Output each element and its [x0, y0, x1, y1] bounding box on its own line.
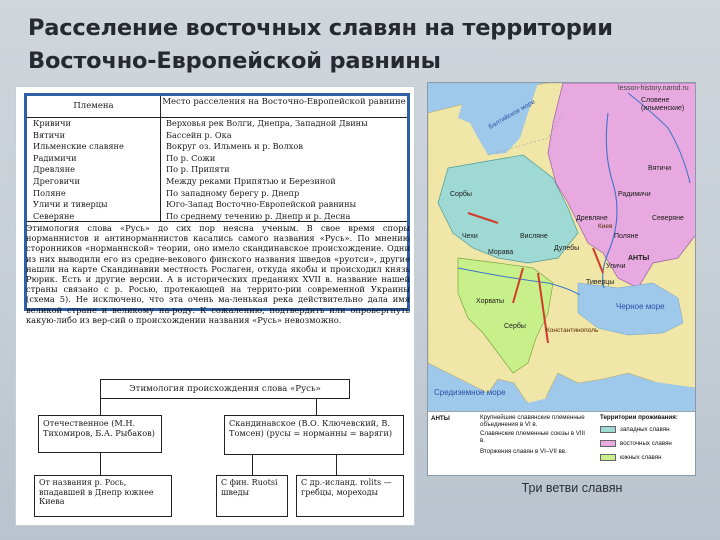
- table-row: [27, 199, 407, 211]
- map-label-vislyane: Висляне: [520, 233, 548, 240]
- map-label-sorby: Сорбы: [450, 191, 472, 198]
- header-tribes: Племена: [27, 96, 161, 117]
- scheme-connector: [100, 453, 101, 475]
- map-label-baltic: Балтийское море: [487, 98, 537, 131]
- slide-title: Расселение восточных славян на территории Восточно-Европейской равнины: [28, 15, 613, 74]
- map-label-chekhi: Чехи: [462, 233, 478, 240]
- map-label-dulebi: Дулебы: [554, 245, 580, 252]
- scheme-finnish: С фин. Ruotsi шведы: [216, 475, 288, 517]
- map-label-khorvaty: Хорваты: [476, 298, 504, 305]
- settlement-cell: Бассейн р. Ока: [166, 129, 232, 140]
- scheme-connector: [252, 455, 253, 475]
- map-label-kiev: Киев: [598, 223, 613, 230]
- table-row: [27, 118, 407, 130]
- table-body: [27, 118, 407, 222]
- textbook-scan: [15, 86, 415, 526]
- scheme-title: Этимология происхождения слова «Русь»: [100, 379, 350, 399]
- map-label-ulichi: Уличи: [606, 263, 626, 270]
- settlement-cell: По западному берегу р. Днепр: [166, 187, 300, 198]
- map-label-slovene: Словене (ильменские): [641, 97, 685, 112]
- table-row: [27, 211, 407, 223]
- legend-territory-title: Территории проживания:: [600, 414, 678, 421]
- settlement-cell: По среднему течению р. Днепр и р. Десна: [166, 210, 351, 221]
- map-label-black-sea: Черное море: [616, 302, 665, 311]
- tribe-cell: Радимичи: [27, 153, 161, 165]
- legend-west-slavs: западных славян: [620, 426, 670, 433]
- map-label-constantinople: Константинополь: [546, 327, 599, 334]
- tribe-cell: Древляне: [27, 164, 161, 176]
- settlement-cell: По р. Припяти: [166, 164, 230, 175]
- legend-item-invasions: Вторжения славян в VI–VII вв.: [480, 448, 567, 455]
- slavs-map: [427, 82, 696, 476]
- map-label-antae: АНТЫ: [628, 255, 650, 262]
- tribe-cell: Дреговичи: [27, 176, 161, 188]
- scheme-old-icelandic: С др.-исланд. rolits — гребцы, мореходы: [296, 475, 404, 517]
- scheme-scandinavian: Скандинавское (В.О. Ключевский, В. Томсен) (русы = норманны = варяги): [224, 415, 404, 455]
- table-row: [27, 153, 407, 165]
- map-label-polyane: Поляне: [614, 233, 639, 240]
- legend-antae: АНТЫ: [431, 415, 450, 422]
- legend-swatch-east: [600, 440, 616, 447]
- legend-swatch-south: [600, 454, 616, 461]
- scheme-connector: [336, 455, 337, 475]
- map-label-serby: Сербы: [504, 323, 526, 330]
- legend-swatch-west: [600, 426, 616, 433]
- tribe-cell: Вятичи: [27, 130, 161, 142]
- map-caption: Три ветви славян: [521, 481, 623, 495]
- tribe-cell: Ильменские славяне: [27, 141, 161, 153]
- table-row: [27, 188, 407, 200]
- map-legend: [428, 411, 696, 475]
- table-row: [27, 141, 407, 153]
- scheme-domestic: Отечественное (М.Н. Тихомиров, Б.А. Рыбаков): [38, 415, 162, 453]
- etymology-paragraph: Этимология слова «Русь» до сих пор неясна ученым. В свое время споры норманнистов и антинорманнистов касались самого названия «Русь». По мнению сторонников «норманнской» теории, оно имело скандинавское происхождение. Одни из них выводили его из средне-векового финского названия шведов «руотси», другие нашли на карте Скандинавии местность Рослаген, откуда якобы и происходил князь Рюрик. Есть и другие версии. А в исторических преданиях XVII в. название нашей страны связано с р. Росью, протекающей на террито-рии современной Украины (схема 5). Не исключено, что эта очень ма-ленькая река действительно дала имя великой стране и великому на-роду. К сожалению, подтвердить или опровергнуть какую-либо из вер-сий о происхождении названия «Русь» невозможно.: [26, 223, 410, 325]
- table-header: [27, 96, 407, 118]
- settlement-cell: Между реками Припятью и Березиной: [166, 175, 336, 186]
- map-label-severyane: Северяне: [652, 215, 684, 222]
- table-row: [27, 164, 407, 176]
- settlement-cell: Верховья рек Волги, Днепра, Западной Двины: [166, 118, 368, 128]
- map-label-mediterranean: Средиземное море: [434, 388, 506, 397]
- map-label-vyatichi: Вятичи: [648, 165, 672, 172]
- header-settlement: Место расселения на Восточно-Европейской равнине: [162, 97, 406, 107]
- tribe-cell: Северяне: [27, 211, 161, 222]
- map-label-radimichi: Радимичи: [618, 191, 651, 198]
- map-label-morava: Морава: [488, 249, 514, 256]
- tribe-cell: Поляне: [27, 188, 161, 200]
- legend-east-slavs: восточных славян: [620, 440, 672, 447]
- legend-item-unions-viii: Славянские племенные союзы в VIII в.: [480, 430, 586, 444]
- map-label-drevlyane: Древляне: [576, 215, 608, 222]
- table-row: [27, 176, 407, 188]
- tribe-cell: Кривичи: [27, 118, 161, 130]
- tribe-cell: Уличи и тиверцы: [27, 199, 161, 211]
- legend-item-unions-vi: Крупнейшие славянские племенные объединения в VI в.: [480, 414, 585, 428]
- scheme-connector: [100, 399, 101, 415]
- settlement-cell: Вокруг оз. Ильмень и р. Волхов: [166, 141, 303, 152]
- scheme-ros: От названия р. Рось, впадавшей в Днепр южнее Киева: [34, 475, 172, 517]
- map-watermark: lesson-history.narod.ru: [618, 85, 689, 92]
- settlement-cell: Юго-Запад Восточно-Европейской равнины: [166, 199, 357, 210]
- table-row: [27, 130, 407, 142]
- map-label-tivertsy: Тиверцы: [586, 279, 615, 286]
- legend-south-slavs: южных славян: [620, 454, 662, 461]
- scheme-connector: [316, 399, 317, 415]
- settlement-cell: По р. Сожи: [166, 152, 216, 163]
